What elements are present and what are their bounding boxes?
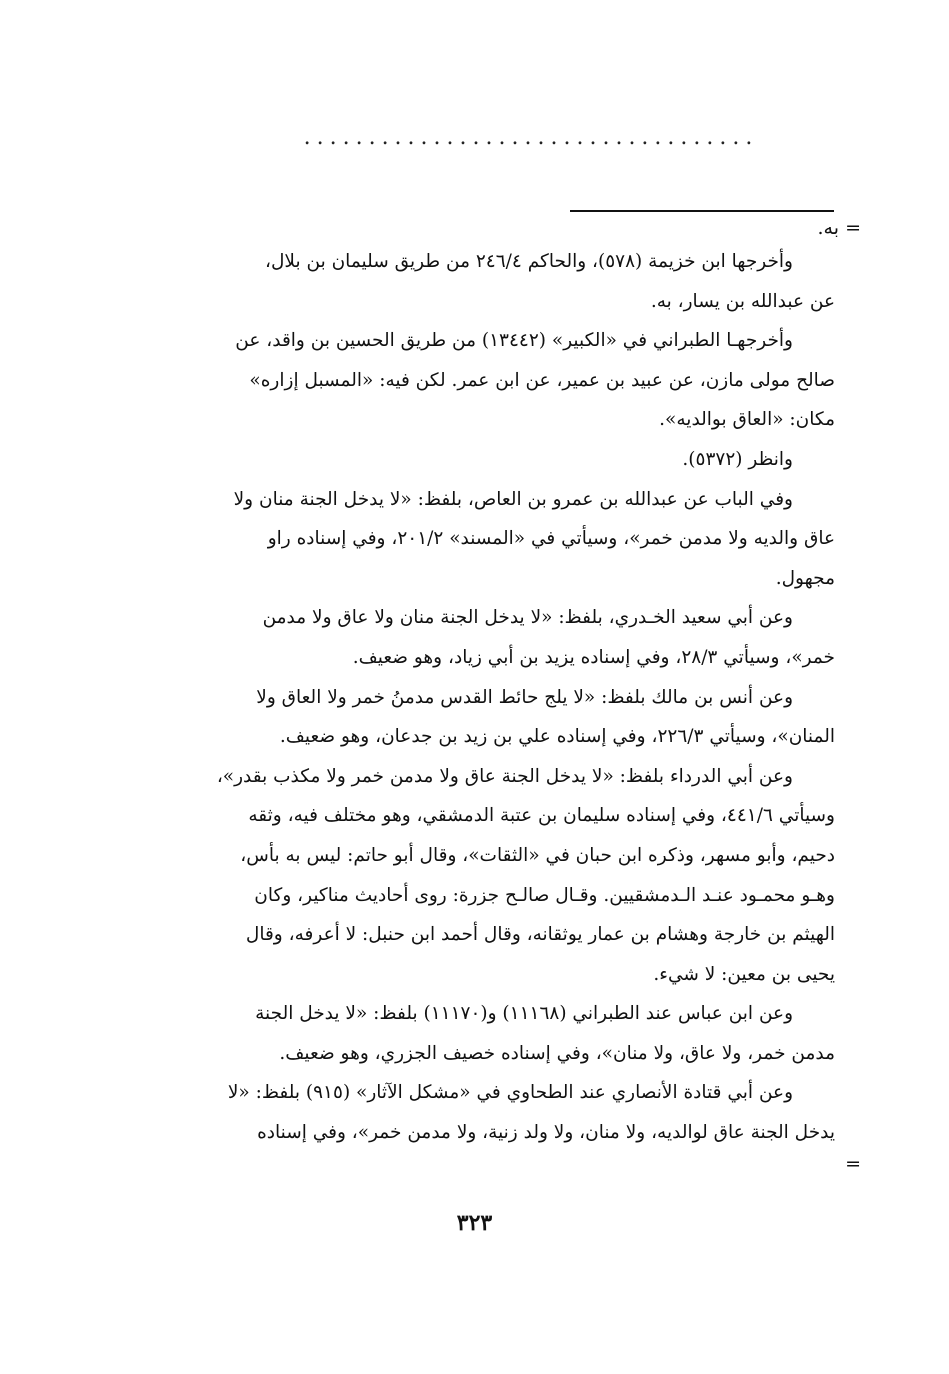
text-line: المنان»، وسيأتي ٢٢٦/٣، وفي إسناده علي بن زيد بن جدعان، وهو ضعيف. bbox=[279, 726, 835, 748]
text-line: وأخرجهـا الطبراني في «الكبير» (١٣٤٤٢) من طريق الحسين بن واقد، عن bbox=[235, 330, 793, 352]
paragraph bbox=[139, 757, 835, 995]
text-line: مكان: «العاق بوالديه». bbox=[659, 409, 835, 431]
page-number: ٣٢٣ bbox=[456, 1210, 493, 1236]
footnote-continuation: = به. bbox=[817, 217, 861, 239]
text-line: وسيأتي ٤٤١/٦، وفي إسناده سليمان بن عتبة الدمشقي، وهو مختلف فيه، وثقه bbox=[248, 805, 835, 827]
text-line: الهيثم بن خارجة وهشام بن عمار يوثقانه، وقال أحمد ابن حنبل: لا أعرفه، وقال bbox=[245, 924, 835, 946]
paragraph bbox=[139, 1073, 835, 1152]
text-line: وفي الباب عن عبدالله بن عمرو بن العاص، بلفظ: «لا يدخل الجنة منان ولا bbox=[233, 488, 793, 510]
text-line: مدمن خمر، ولا عاق، ولا منان»، وفي إسناده خصيف الجزري، وهو ضعيف. bbox=[279, 1042, 835, 1064]
text-line: عاق والديه ولا مدمن خمر»، وسيأتي في «المسند» ٢٠١/٢، وفي إسناده راو bbox=[267, 528, 835, 550]
text-line: مجهول. bbox=[775, 567, 835, 589]
text-line: وانظر (٥٣٧٢). bbox=[682, 448, 793, 470]
paragraph bbox=[139, 440, 835, 480]
text-line: وهـو محمـود عنـد الـدمشقيين. وقـال صالـح جزرة: روى أحاديث مناكير، وكان bbox=[254, 884, 835, 906]
text-line: وعن أبي سعيد الخـدري، بلفظ: «لا يدخل الجنة منان ولا عاق ولا مدمن bbox=[262, 607, 793, 629]
continuation-mark: = bbox=[845, 1153, 861, 1175]
separator-dots: ................................... bbox=[303, 128, 759, 148]
text-line: دحيم، وأبو مسهر، وذكره ابن حبان في «الثقات»، وقال أبو حاتم: ليس به بأس، bbox=[240, 844, 835, 866]
text-line: وعن أنس بن مالك بلفظ: «لا يلج حائط القدس مدمنُ خمر ولا العاق ولا bbox=[256, 686, 793, 708]
text-line: وعن أبي قتادة الأنصاري عند الطحاوي في «مشكل الآثار» (٩١٥) بلفظ: «لا bbox=[227, 1082, 793, 1104]
paragraph bbox=[139, 994, 835, 1073]
footnote-body bbox=[139, 242, 835, 1153]
text-line: عن عبدالله بن يسار، به. bbox=[650, 290, 835, 312]
footnote-rule bbox=[570, 210, 834, 212]
text-line: وعن ابن عباس عند الطبراني (١١١٦٨) و(١١١٧٠) بلفظ: «لا يدخل الجنة bbox=[255, 1003, 793, 1025]
paragraph bbox=[139, 598, 835, 677]
text-line: صالح مولى مازن، عن عبيد بن عمير، عن ابن عمر. لكن فيه: «المسبل إزاره» bbox=[249, 369, 835, 391]
text-line: خمر»، وسيأتي ٢٨/٣، وفي إسناده يزيد بن أبي زياد، وهو ضعيف. bbox=[352, 646, 835, 668]
paragraph bbox=[139, 678, 835, 757]
paragraph bbox=[139, 321, 835, 440]
text-line: وعن أبي الدرداء بلفظ: «لا يدخل الجنة عاق ولا مدمن خمر ولا مكذب بقدر»، bbox=[216, 765, 793, 787]
text-line: يحيى بن معين: لا شيء. bbox=[653, 963, 835, 985]
text-line: يدخل الجنة عاق لوالديه، ولا منان، ولا ولد زنية، ولا مدمن خمر»، وفي إسناده bbox=[257, 1122, 835, 1144]
text-line: وأخرجها ابن خزيمة (٥٧٨)، والحاكم ٢٤٦/٤ من طريق سليمان بن بلال، bbox=[265, 251, 793, 272]
paragraph bbox=[139, 242, 835, 321]
paragraph bbox=[139, 480, 835, 599]
